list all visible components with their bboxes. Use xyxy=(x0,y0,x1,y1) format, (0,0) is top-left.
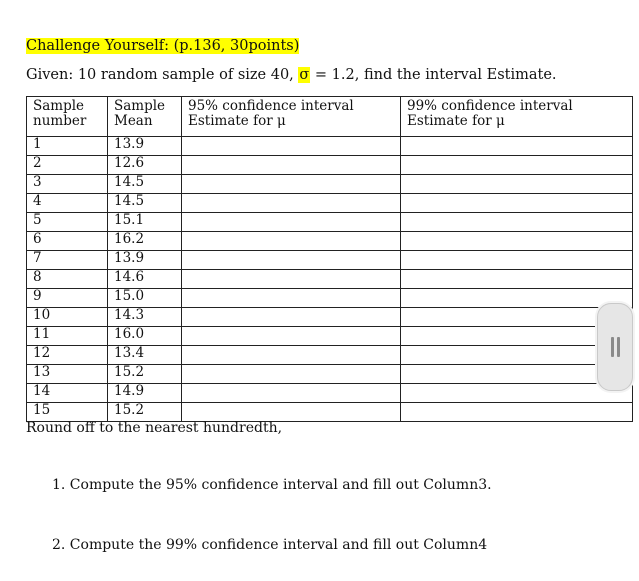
table-row xyxy=(27,289,633,308)
sample-mean-cell: 13.9 xyxy=(108,137,182,156)
ci99-cell[interactable] xyxy=(401,194,633,213)
sample-mean-cell: 13.9 xyxy=(108,251,182,270)
sample-mean-cell: 12.6 xyxy=(108,156,182,175)
table-row xyxy=(27,327,633,346)
table-row xyxy=(27,175,633,194)
ci95-cell[interactable] xyxy=(182,251,401,270)
header-sample-number: Sample number xyxy=(27,97,108,137)
table-row xyxy=(27,346,633,365)
ci99-cell[interactable] xyxy=(401,289,633,308)
ci99-cell[interactable] xyxy=(401,251,633,270)
ci95-cell[interactable] xyxy=(182,346,401,365)
ci95-cell[interactable] xyxy=(182,384,401,403)
sample-number-cell: 1 xyxy=(27,137,108,156)
table-row xyxy=(27,270,633,289)
sample-number-cell: 6 xyxy=(27,232,108,251)
sample-number-cell: 3 xyxy=(27,175,108,194)
table-header-row xyxy=(27,97,633,137)
table-row xyxy=(27,308,633,327)
sample-mean-cell: 13.4 xyxy=(108,346,182,365)
sample-number-cell: 11 xyxy=(27,327,108,346)
ci99-cell[interactable] xyxy=(401,156,633,175)
ci95-cell[interactable] xyxy=(182,308,401,327)
table-row xyxy=(27,213,633,232)
sample-number-cell: 9 xyxy=(27,289,108,308)
sample-number-cell: 15 xyxy=(27,403,108,422)
sample-number-cell: 7 xyxy=(27,251,108,270)
sample-number-cell: 5 xyxy=(27,213,108,232)
sample-mean-cell: 14.5 xyxy=(108,194,182,213)
sample-number-cell: 8 xyxy=(27,270,108,289)
ci95-cell[interactable] xyxy=(182,194,401,213)
table-row xyxy=(27,194,633,213)
ci95-cell[interactable] xyxy=(182,365,401,384)
sample-mean-cell: 14.5 xyxy=(108,175,182,194)
sample-mean-cell: 15.2 xyxy=(108,365,182,384)
ci99-cell[interactable] xyxy=(401,175,633,194)
ci95-cell[interactable] xyxy=(182,156,401,175)
table-row xyxy=(27,232,633,251)
sample-mean-cell: 15.0 xyxy=(108,289,182,308)
ci95-cell[interactable] xyxy=(182,327,401,346)
table-row xyxy=(27,137,633,156)
sample-number-cell: 10 xyxy=(27,308,108,327)
sample-mean-cell: 16.2 xyxy=(108,232,182,251)
ci99-cell[interactable] xyxy=(401,384,633,403)
ci95-cell[interactable] xyxy=(182,213,401,232)
sample-mean-cell: 16.0 xyxy=(108,327,182,346)
scroll-drag-handle[interactable] xyxy=(597,303,633,391)
table-row xyxy=(27,251,633,270)
sample-mean-cell: 15.1 xyxy=(108,213,182,232)
ci99-cell[interactable] xyxy=(401,270,633,289)
rounding-instruction: Round off to the nearest hundredth, xyxy=(26,420,283,436)
ci99-cell[interactable] xyxy=(401,137,633,156)
header-sample-mean: Sample Mean xyxy=(108,97,182,137)
ci99-cell[interactable] xyxy=(401,403,633,422)
ci99-cell[interactable] xyxy=(401,232,633,251)
table-row xyxy=(27,156,633,175)
given-statement xyxy=(26,67,557,83)
instruction-step-1: 1. Compute the 95% confidence interval and fill out Column3. xyxy=(52,477,492,493)
table-row xyxy=(27,365,633,384)
ci95-cell[interactable] xyxy=(182,175,401,194)
ci95-cell[interactable] xyxy=(182,289,401,308)
grip-line-icon xyxy=(617,337,620,357)
sample-number-cell: 4 xyxy=(27,194,108,213)
ci95-cell[interactable] xyxy=(182,403,401,422)
sample-number-cell: 12 xyxy=(27,346,108,365)
sigma-symbol: σ xyxy=(299,67,310,83)
header-95-interval: 95% confidence interval Estimate for μ xyxy=(182,97,401,137)
given-prefix: Given: 10 random sample of size 40, xyxy=(26,67,299,83)
ci95-cell[interactable] xyxy=(182,232,401,251)
ci95-cell[interactable] xyxy=(182,270,401,289)
header-99-interval: 99% confidence interval Estimate for μ xyxy=(401,97,633,137)
ci95-cell[interactable] xyxy=(182,137,401,156)
sample-mean-cell: 14.6 xyxy=(108,270,182,289)
interval-estimate-table xyxy=(26,96,633,422)
grip-line-icon xyxy=(611,337,614,357)
ci99-cell[interactable] xyxy=(401,213,633,232)
sample-number-cell: 13 xyxy=(27,365,108,384)
challenge-title: Challenge Yourself: (p.136, 30points) xyxy=(26,38,300,54)
given-suffix: = 1.2, find the interval Estimate. xyxy=(310,67,557,83)
instruction-step-2: 2. Compute the 99% confidence interval and fill out Column4 xyxy=(52,537,488,553)
table-row xyxy=(27,403,633,422)
sample-mean-cell: 15.2 xyxy=(108,403,182,422)
sample-mean-cell: 14.3 xyxy=(108,308,182,327)
sample-mean-cell: 14.9 xyxy=(108,384,182,403)
sample-number-cell: 14 xyxy=(27,384,108,403)
table-row xyxy=(27,384,633,403)
sample-number-cell: 2 xyxy=(27,156,108,175)
